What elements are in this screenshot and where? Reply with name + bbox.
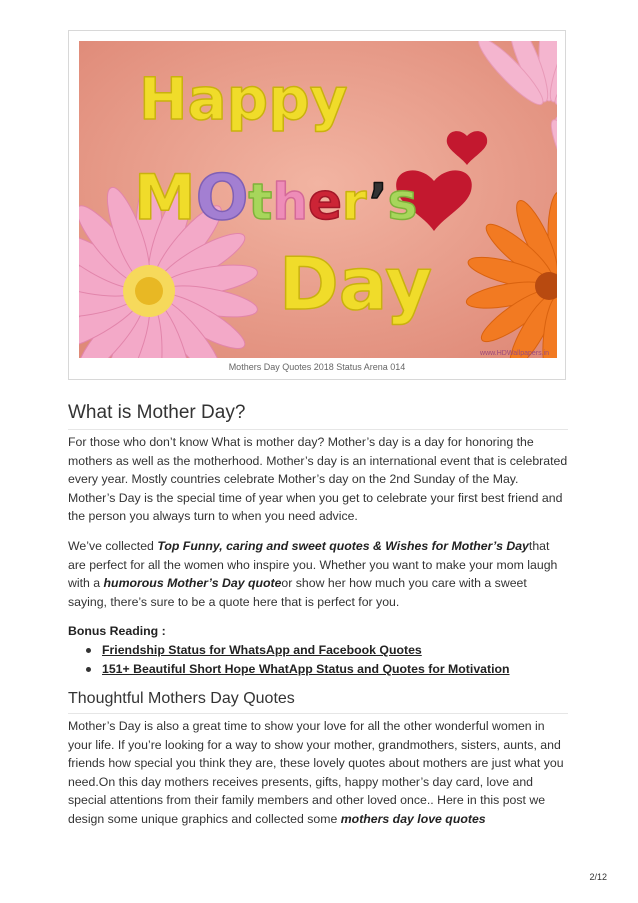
collected-bold-1: Top Funny, caring and sweet quotes & Wishes for Mother’s Day (157, 539, 529, 553)
letter-o: O (195, 161, 249, 234)
closing-text: Mother’s Day is also a great time to show your love for all the other wonderful women in your life. If you’re looking for a way to show your mother, grandmothers, sisters, aunts, and friends how special you think they are, these lovely quotes about mothers are just what you need.On this day mothers receives presents, gifts, happy mother’s day card, love and special attentions from their family members and other loved once.. Here in this post we design some unique graphics and collected some (68, 719, 564, 826)
letter-h: h (272, 173, 308, 231)
letter-m: M (134, 161, 196, 234)
letter-r: r (341, 173, 369, 231)
collected-bold-2: humorous Mother’s Day quote (103, 576, 282, 591)
list-item (86, 660, 510, 679)
heading-divider (68, 429, 568, 430)
bonus-reading-list (86, 641, 510, 679)
section-divider (68, 713, 568, 714)
intro-paragraph: For those who don’t know What is mother day? Mother’s day is a day for honoring the mothers as well as the motherhood. Mother’s day is an international event that is celebrated every year. Mostly countries celebrate Mother’s day on the 2nd Sunday of the May. Mother’s Day is the special time of year when you get to celebrate your first best friend and the person you always turn to when you need advice. (68, 435, 568, 524)
closing-paragraph (68, 717, 568, 829)
collected-paragraph (68, 537, 568, 611)
closing-bold: mothers day love quotes (340, 811, 486, 826)
mothers-day-photo (79, 41, 557, 358)
letter-e: e (307, 173, 342, 231)
section-heading: Thoughtful Mothers Day Quotes (68, 690, 295, 707)
figure (68, 30, 566, 380)
page-number: 2/12 (589, 872, 607, 882)
collected-text-1: We’ve collected (68, 539, 158, 553)
apostrophe: ’ (368, 173, 388, 231)
collected-text-3: or show her how much you care with a sweet saying, there’s sure to be a quote here that is perfect for you. (68, 576, 527, 609)
page-title: What is Mother Day? (68, 402, 246, 423)
letter-t: t (248, 173, 273, 231)
mothers-day-illustration (79, 41, 557, 358)
watermark: www.HDWallpapers.in (480, 350, 549, 357)
hope-status-link[interactable]: 151+ Beautiful Short Hope WhatApp Status and Quotes for Motivation (102, 662, 510, 676)
banner-line-1: Happy (139, 65, 348, 133)
banner-line-3: Day (279, 242, 433, 326)
bullet-icon (86, 667, 91, 672)
friendship-status-link[interactable]: Friendship Status for WhatsApp and Facebook Quotes (102, 643, 422, 657)
list-item (86, 641, 510, 660)
bullet-icon (86, 648, 91, 653)
letter-s: s (387, 173, 418, 231)
collected-text-2: that are perfect for all the women who inspire you. Whether you want to make your mom laugh with a (68, 539, 558, 591)
figure-caption: Mothers Day Quotes 2018 Status Arena 014 (228, 362, 406, 372)
bonus-reading-title: Bonus Reading : (68, 624, 166, 638)
